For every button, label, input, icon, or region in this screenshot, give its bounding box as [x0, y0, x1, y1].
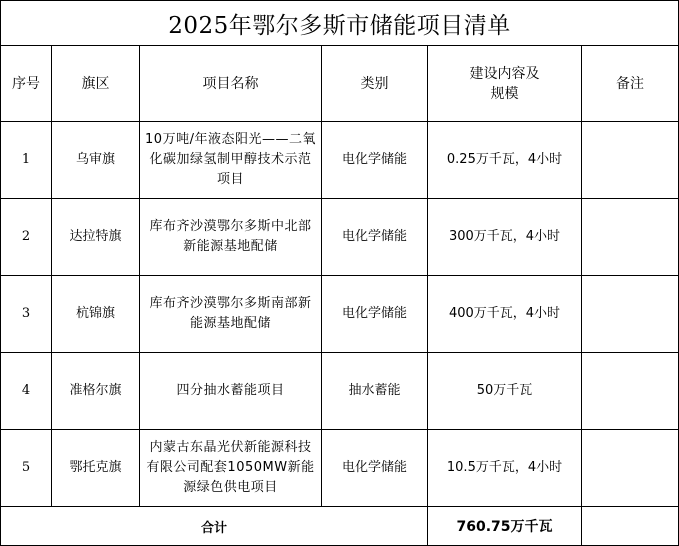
table-row — [1, 199, 679, 276]
row-category: 电化学储能 — [322, 430, 428, 507]
sheet-title: 2025年鄂尔多斯市储能项目清单 — [1, 1, 679, 46]
row-banner: 鄂托克旗 — [52, 430, 140, 507]
row-content: 300万千瓦，4小时 — [428, 199, 582, 276]
header-content-line2: 规模 — [490, 85, 519, 102]
table-row — [1, 122, 679, 199]
row-content: 0.25万千瓦，4小时 — [428, 122, 582, 199]
row-notes — [582, 430, 679, 507]
row-seq: 4 — [1, 353, 52, 430]
header-notes: 备注 — [582, 46, 679, 122]
header-banner: 旗区 — [52, 46, 140, 122]
header-content — [428, 46, 582, 122]
row-notes — [582, 199, 679, 276]
header-content-line1: 建设内容及 — [469, 65, 540, 82]
table-row — [1, 430, 679, 507]
row-seq: 2 — [1, 199, 52, 276]
row-banner: 乌审旗 — [52, 122, 140, 199]
row-project-name: 10万吨/年液态阳光——二氧化碳加绿氢制甲醇技术示范项目 — [140, 122, 322, 199]
row-banner: 准格尔旗 — [52, 353, 140, 430]
header-project-name: 项目名称 — [140, 46, 322, 122]
total-row — [1, 507, 679, 546]
row-content: 10.5万千瓦，4小时 — [428, 430, 582, 507]
row-notes — [582, 353, 679, 430]
row-banner: 杭锦旗 — [52, 276, 140, 353]
row-category: 电化学储能 — [322, 122, 428, 199]
header-row — [1, 46, 679, 122]
row-seq: 5 — [1, 430, 52, 507]
row-project-name: 四分抽水蓄能项目 — [140, 353, 322, 430]
row-content: 50万千瓦 — [428, 353, 582, 430]
row-seq: 1 — [1, 122, 52, 199]
row-project-name: 内蒙古东晶光伏新能源科技有限公司配套1050MW新能源绿色供电项目 — [140, 430, 322, 507]
table-row — [1, 276, 679, 353]
total-value: 760.75万千瓦 — [428, 507, 582, 546]
total-notes — [582, 507, 679, 546]
row-category: 抽水蓄能 — [322, 353, 428, 430]
row-content: 400万千瓦，4小时 — [428, 276, 582, 353]
header-category: 类别 — [322, 46, 428, 122]
row-category: 电化学储能 — [322, 276, 428, 353]
row-project-name: 库布齐沙漠鄂尔多斯南部新能源基地配储 — [140, 276, 322, 353]
header-seq: 序号 — [1, 46, 52, 122]
row-category: 电化学储能 — [322, 199, 428, 276]
row-banner: 达拉特旗 — [52, 199, 140, 276]
table-row — [1, 353, 679, 430]
row-notes — [582, 122, 679, 199]
row-notes — [582, 276, 679, 353]
total-label: 合计 — [1, 507, 428, 546]
title-row — [1, 1, 679, 46]
row-seq: 3 — [1, 276, 52, 353]
row-project-name: 库布齐沙漠鄂尔多斯中北部新能源基地配储 — [140, 199, 322, 276]
